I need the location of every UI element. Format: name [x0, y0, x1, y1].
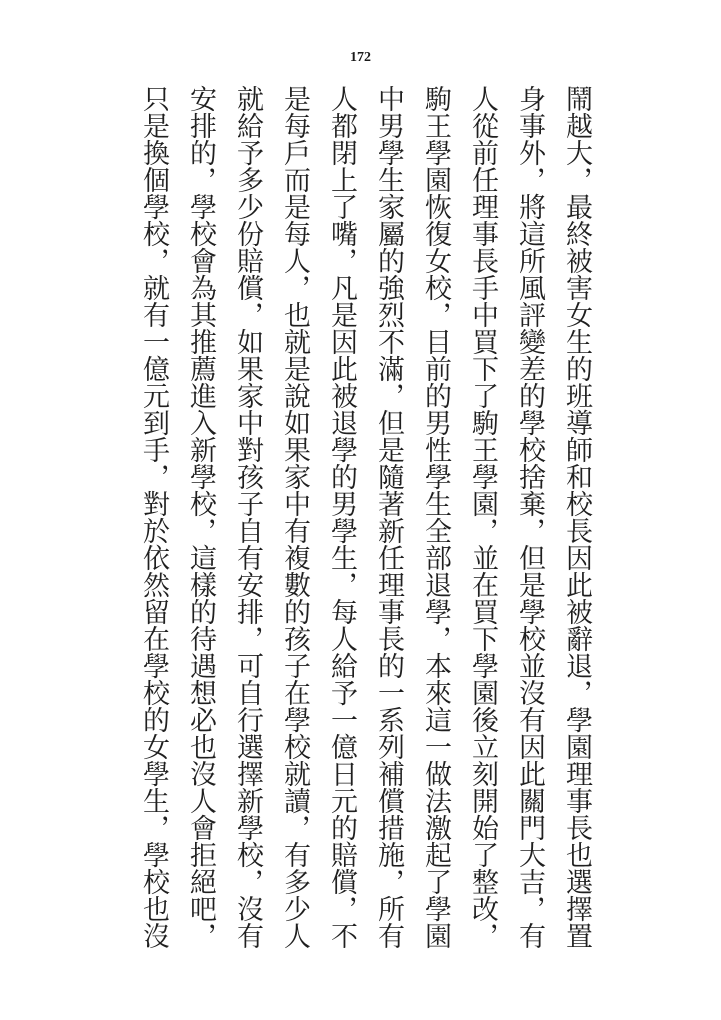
text-column-6: 人都閉上了嘴，凡是因此被退學的男學生，每人給予一億日元的賠償，不 [327, 85, 357, 949]
text-column-2: 身事外，將這所風評變差的學校捨棄，但是學校並沒有因此關門大吉，有 [515, 85, 545, 949]
text-column-9: 安排的，學校會為其推薦進入新學校，這樣的待遇想必也沒人會拒絕吧， [186, 85, 216, 949]
text-column-7: 是每戶而是每人，也就是說如果家中有複數的孩子在學校就讀，有多少人 [280, 85, 310, 949]
vertical-text-block [130, 85, 600, 955]
page-number: 172 [350, 50, 371, 65]
text-column-10: 只是換個學校，就有一億元到手，對於依然留在學校的女學生，學校也沒 [139, 85, 169, 949]
text-column-8: 就給予多少份賠償，如果家中對孩子自有安排，可自行選擇新學校，沒有 [233, 85, 263, 949]
text-column-4: 駒王學園恢復女校，目前的男性學生全部退學，本來這一做法激起了學園 [421, 85, 451, 949]
text-column-5: 中男學生家屬的強烈不滿，但是隨著新任理事長的一系列補償措施，所有 [374, 85, 404, 949]
text-column-1: 鬧越大，最終被害女生的班導師和校長因此被辭退，學園理事長也選擇置 [562, 85, 592, 949]
text-column-3: 人從前任理事長手中買下了駒王學園，並在買下學園後立刻開始了整改， [468, 85, 498, 949]
